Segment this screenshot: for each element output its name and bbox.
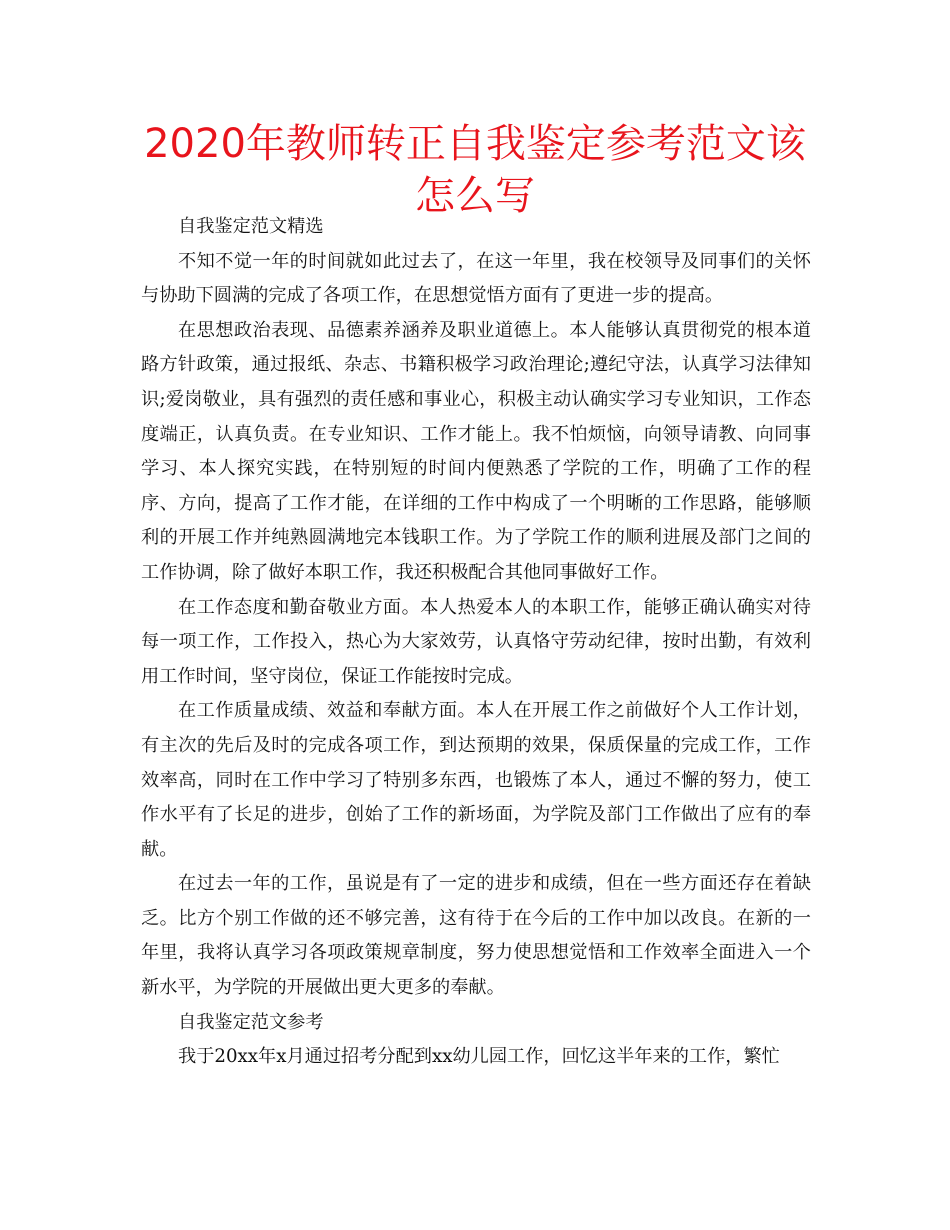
body-paragraph: 我于20xx年x月通过招考分配到xx幼儿园工作，回忆这半年来的工作，繁忙	[178, 1046, 780, 1068]
section-heading: 自我鉴定范文参考	[178, 1011, 324, 1033]
body-paragraph: 不知不觉一年的时间就如此过去了，在这一年里，我在校领导及同事们的关怀与协助下圆满的完成了各项工作，在思想觉悟方面有了更进一步的提高。	[141, 250, 811, 307]
body-paragraph: 在思想政治表现、品德素养涵养及职业道德上。本人能够认真贯彻党的根本道路方针政策，通过报纸、杂志、书籍积极学习政治理论;遵纪守法，认真学习法律知识;爱岗敬业，具有强烈的责任感和事业心，积极主动认确实学习专业知识，工作态度端正，认真负责。在专业知识、工作才能上。我不怕烦恼，向领导请教、向同事学习、本人探究实践，在特别短的时间内便熟悉了学院的工作，明确了工作的程序、方向，提高了工作才能，在详细的工作中构成了一个明晰的工作思路，能够顺利的开展工作并纯熟圆满地完本钱职工作。为了学院工作的顺利进展及部门之间的工作协调，除了做好本职工作，我还积极配合其他同事做好工作。	[141, 319, 811, 583]
body-paragraph: 在工作质量成绩、效益和奉献方面。本人在开展工作之前做好个人工作计划，有主次的先后及时的完成各项工作，到达预期的效果，保质保量的完成工作，工作效率高，同时在工作中学习了特别多东西，也锻炼了本人，通过不懈的努力，使工作水平有了长足的进步，创始了工作的新场面，为学院及部门工作做出了应有的奉献。	[141, 700, 811, 860]
body-paragraph: 在过去一年的工作，虽说是有了一定的进步和成绩，但在一些方面还存在着缺乏。比方个别工作做的还不够完善，这有待于在今后的工作中加以改良。在新的一年里，我将认真学习各项政策规章制度，努力使思想觉悟和工作效率全面进入一个新水平，为学院的开展做出更大更多的奉献。	[141, 873, 811, 999]
section-heading: 自我鉴定范文精选	[178, 216, 324, 237]
document-title: 2020年教师转正自我鉴定参考范文该怎么写	[144, 121, 806, 219]
document-body	[141, 210, 811, 1075]
body-paragraph: 在工作态度和勤奋敬业方面。本人热爱本人的本职工作，能够正确认确实对待每一项工作，工作投入，热心为大家效劳，认真恪守劳动纪律，按时出勤，有效利用工作时间，坚守岗位，保证工作能按时完成。	[141, 596, 811, 687]
